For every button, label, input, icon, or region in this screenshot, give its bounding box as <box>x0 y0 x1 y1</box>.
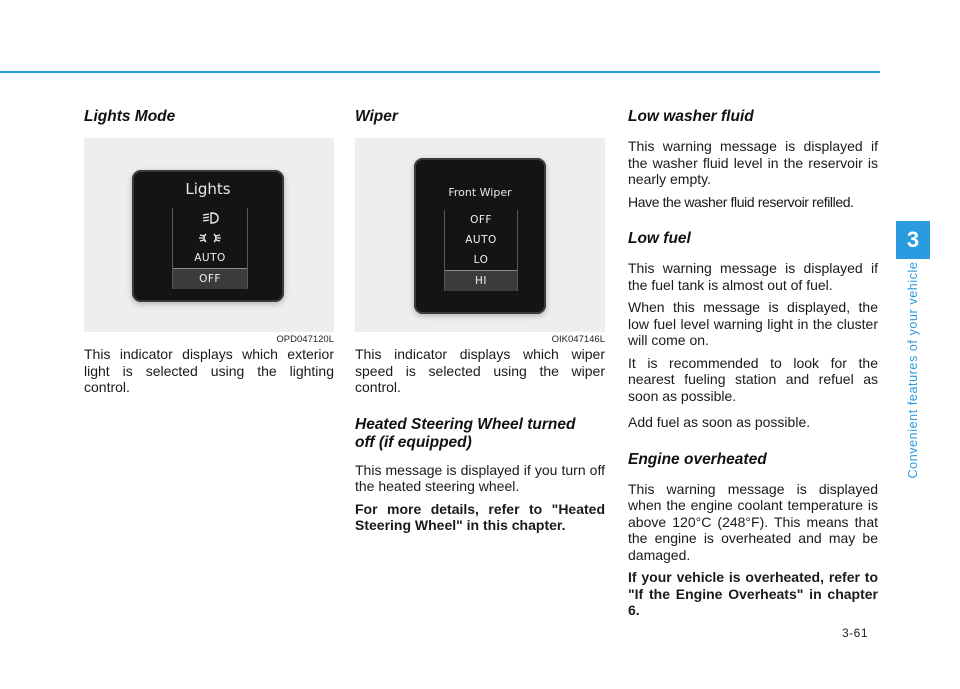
lights-menu <box>172 208 248 289</box>
lights-display-screen <box>132 170 284 302</box>
heated-steering-heading-line1: Heated Steering Wheel turned <box>355 415 576 433</box>
lights-mode-body: This indicator displays which exterior light is selected using the lighting control. <box>84 346 334 395</box>
column-warnings <box>628 108 878 625</box>
heated-steering-body: This message is displayed if you turn off the heated steering wheel. <box>355 461 605 494</box>
wiper-option-auto: AUTO <box>465 234 497 246</box>
wiper-menu <box>444 210 518 291</box>
wiper-option-hi: HI <box>445 270 517 291</box>
wiper-screen-title: Front Wiper <box>448 186 512 199</box>
wiper-option-off: OFF <box>470 214 492 226</box>
wiper-figure-code: OIK047146L <box>551 334 605 345</box>
column-wiper <box>355 108 605 540</box>
low-washer-heading: Low washer fluid <box>628 108 754 125</box>
lights-figure-code: OPD047120L <box>276 334 334 345</box>
engine-overheated-heading: Engine overheated <box>628 450 767 468</box>
header-rule <box>0 71 880 73</box>
lights-screen-title: Lights <box>185 180 231 198</box>
lights-mode-heading: Lights Mode <box>84 108 176 125</box>
lights-option-off: OFF <box>173 268 247 289</box>
low-fuel-body2: When this message is displayed, the low fuel level warning light in the cluster will come on. <box>628 299 878 348</box>
engine-overheated-body: This warning message is displayed when the engine coolant temperature is above 120°C (248°F). This means that the engine is overheated and may be damaged. <box>628 480 878 563</box>
wiper-heading: Wiper <box>355 108 398 125</box>
heated-steering-heading <box>355 416 605 452</box>
low-beam-icon <box>173 208 247 228</box>
position-light-icon <box>173 228 247 248</box>
low-fuel-body4: Add fuel as soon as possible. <box>628 414 811 430</box>
lights-option-auto: AUTO <box>194 252 226 264</box>
heated-steering-heading-line2: off (if equipped) <box>355 433 472 451</box>
chapter-title: Convenient features of your vehicle <box>906 261 920 479</box>
engine-overheated-note: If your vehicle is overheated, refer to "If the Engine Overheats" in chapter 6. <box>628 569 878 618</box>
low-washer-body: This warning message is displayed if the washer fluid level in the reservoir is nearly empty. <box>628 138 878 187</box>
wiper-figure <box>355 138 605 345</box>
low-washer-refill: Have the washer fluid reservoir refilled. <box>628 193 854 210</box>
heated-steering-note: For more details, refer to "Heated Steering Wheel" in this chapter. <box>355 500 605 533</box>
chapter-tab: 3 <box>896 221 930 259</box>
wiper-display-screen <box>414 158 546 314</box>
low-fuel-body1: This warning message is displayed if the fuel tank is almost out of fuel. <box>628 260 878 293</box>
low-fuel-heading: Low fuel <box>628 230 691 247</box>
low-fuel-body3: It is recommended to look for the nearest fueling station and refuel as soon as possible. <box>628 354 878 404</box>
wiper-body: This indicator displays which wiper speed is selected using the wiper control. <box>355 346 605 395</box>
page-number: 3-61 <box>842 626 869 640</box>
wiper-option-lo: LO <box>473 254 489 266</box>
lights-figure <box>84 138 334 345</box>
column-lights <box>84 108 334 402</box>
